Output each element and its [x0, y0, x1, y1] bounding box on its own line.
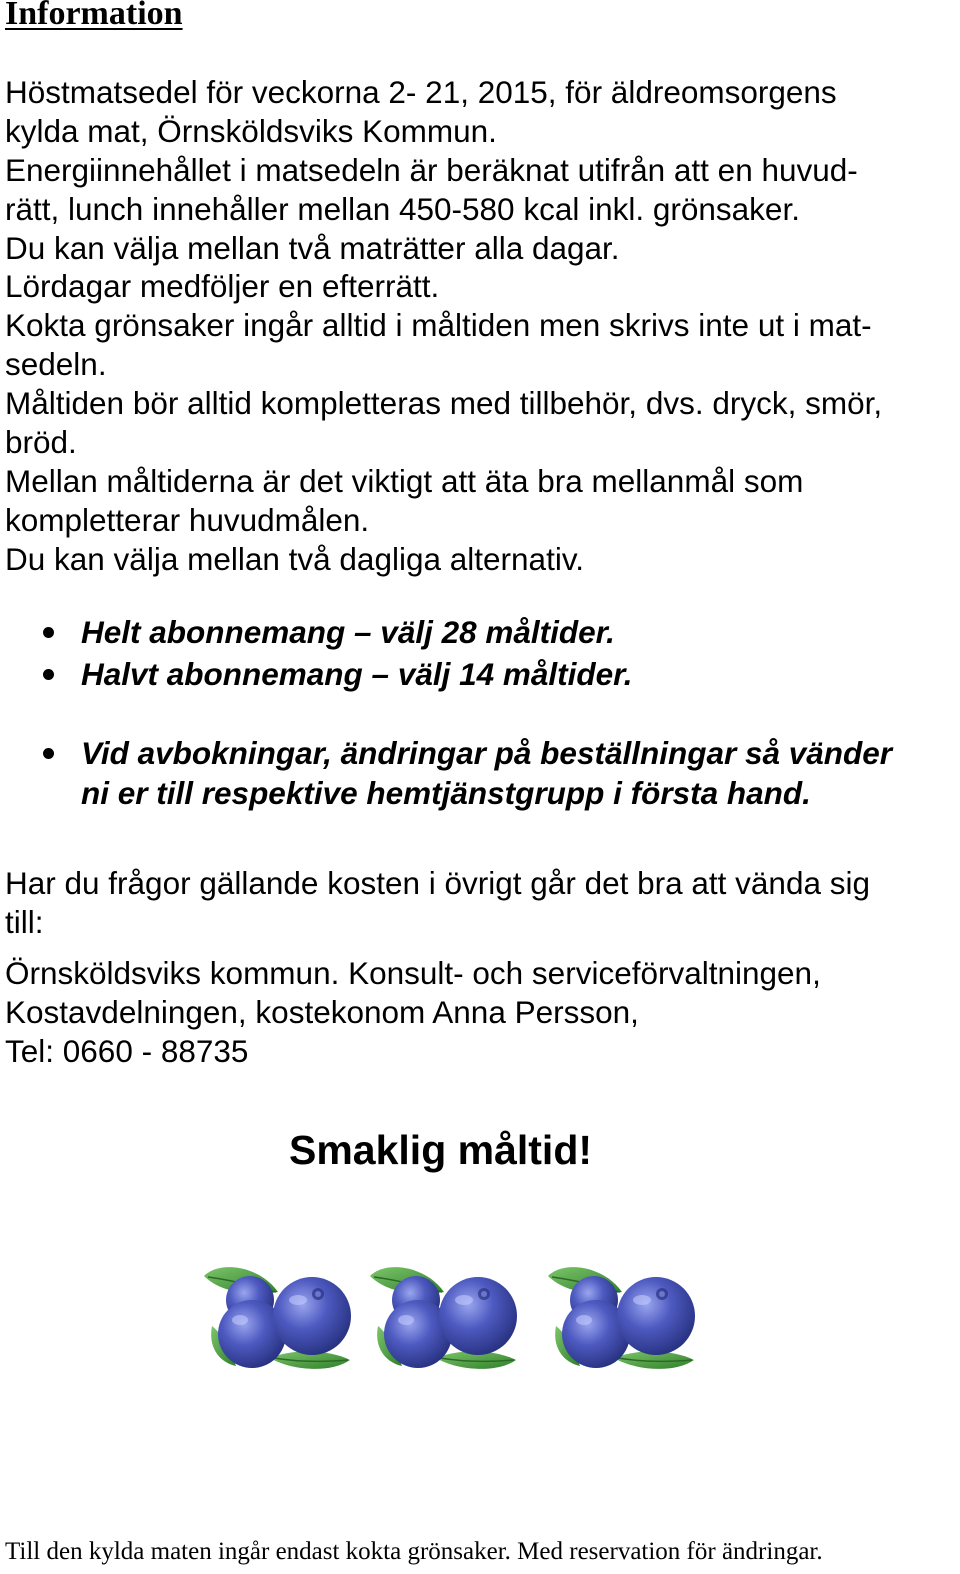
list-item-text: [81, 613, 615, 653]
intro-line: kylda mat, Örnsköldsviks Kommun.: [5, 112, 497, 149]
list-item-line: Vid avbokningar, ändringar på beställningar så vänder: [81, 735, 893, 771]
intro-line: Höstmatsedel för veckorna 2- 21, 2015, för äldreomsorgens: [5, 74, 837, 110]
intro-line: Du kan välja mellan två dagliga alternativ.: [5, 540, 584, 577]
contact-section: [5, 864, 955, 1071]
bullet-icon: [43, 627, 54, 638]
contact-question-line: till:: [5, 904, 44, 940]
list-item-text: [81, 655, 632, 695]
list-item-line: Halvt abonnemang – välj 14 måltider.: [81, 656, 633, 692]
blueberry-icon: [366, 1262, 531, 1377]
intro-line: kompletterar huvudmålen.: [5, 501, 370, 538]
footer-note: Till den kylda maten ingår endast kokta grönsaker. Med reservation för ändringar.: [5, 1538, 823, 1565]
intro-line: Kokta grönsaker ingår alltid i måltiden men skrivs inte ut i mat-: [5, 307, 872, 344]
contact-phone-line: Tel: 0660 - 88735: [5, 1033, 249, 1069]
blueberry-decoration: [0, 1262, 960, 1382]
blueberry-icon: [544, 1262, 709, 1377]
intro-line: Energiinnehållet i matsedeln är beräknat utifrån att en huvud-: [5, 151, 858, 188]
list-item-text: [81, 734, 892, 813]
intro-line: Du kan välja mellan två maträtter alla dagar.: [5, 229, 620, 266]
bullet-icon: [43, 748, 54, 759]
intro-paragraph: [5, 73, 955, 579]
intro-line: rätt, lunch innehåller mellan 450-580 kcal inkl. grönsaker.: [5, 190, 800, 227]
bullet-icon: [43, 669, 54, 680]
contact-question-line: Har du frågor gällande kosten i övrigt går det bra att vända sig: [5, 865, 871, 901]
list-item-line: ni er till respektive hemtjänstgrupp i första hand.: [81, 774, 811, 811]
contact-address-line: Kostavdelningen, kostekonom Anna Persson,: [5, 994, 639, 1030]
intro-line: Lördagar medföljer en efterrätt.: [5, 268, 440, 305]
intro-line: bröd.: [5, 424, 77, 461]
contact-address-line: Örnsköldsviks kommun. Konsult- och serviceförvaltningen,: [5, 955, 821, 991]
intro-line: sedeln.: [5, 346, 107, 383]
blueberry-icon: [200, 1262, 365, 1377]
closing-greeting: Smaklig måltid!: [289, 1127, 593, 1173]
page-title: Information: [5, 0, 183, 32]
list-item-line: Helt abonnemang – välj 28 måltider.: [81, 614, 615, 650]
intro-line: Måltiden bör alltid kompletteras med tillbehör, dvs. dryck, smör,: [5, 385, 883, 422]
intro-line: Mellan måltiderna är det viktigt att äta bra mellanmål som: [5, 462, 804, 499]
